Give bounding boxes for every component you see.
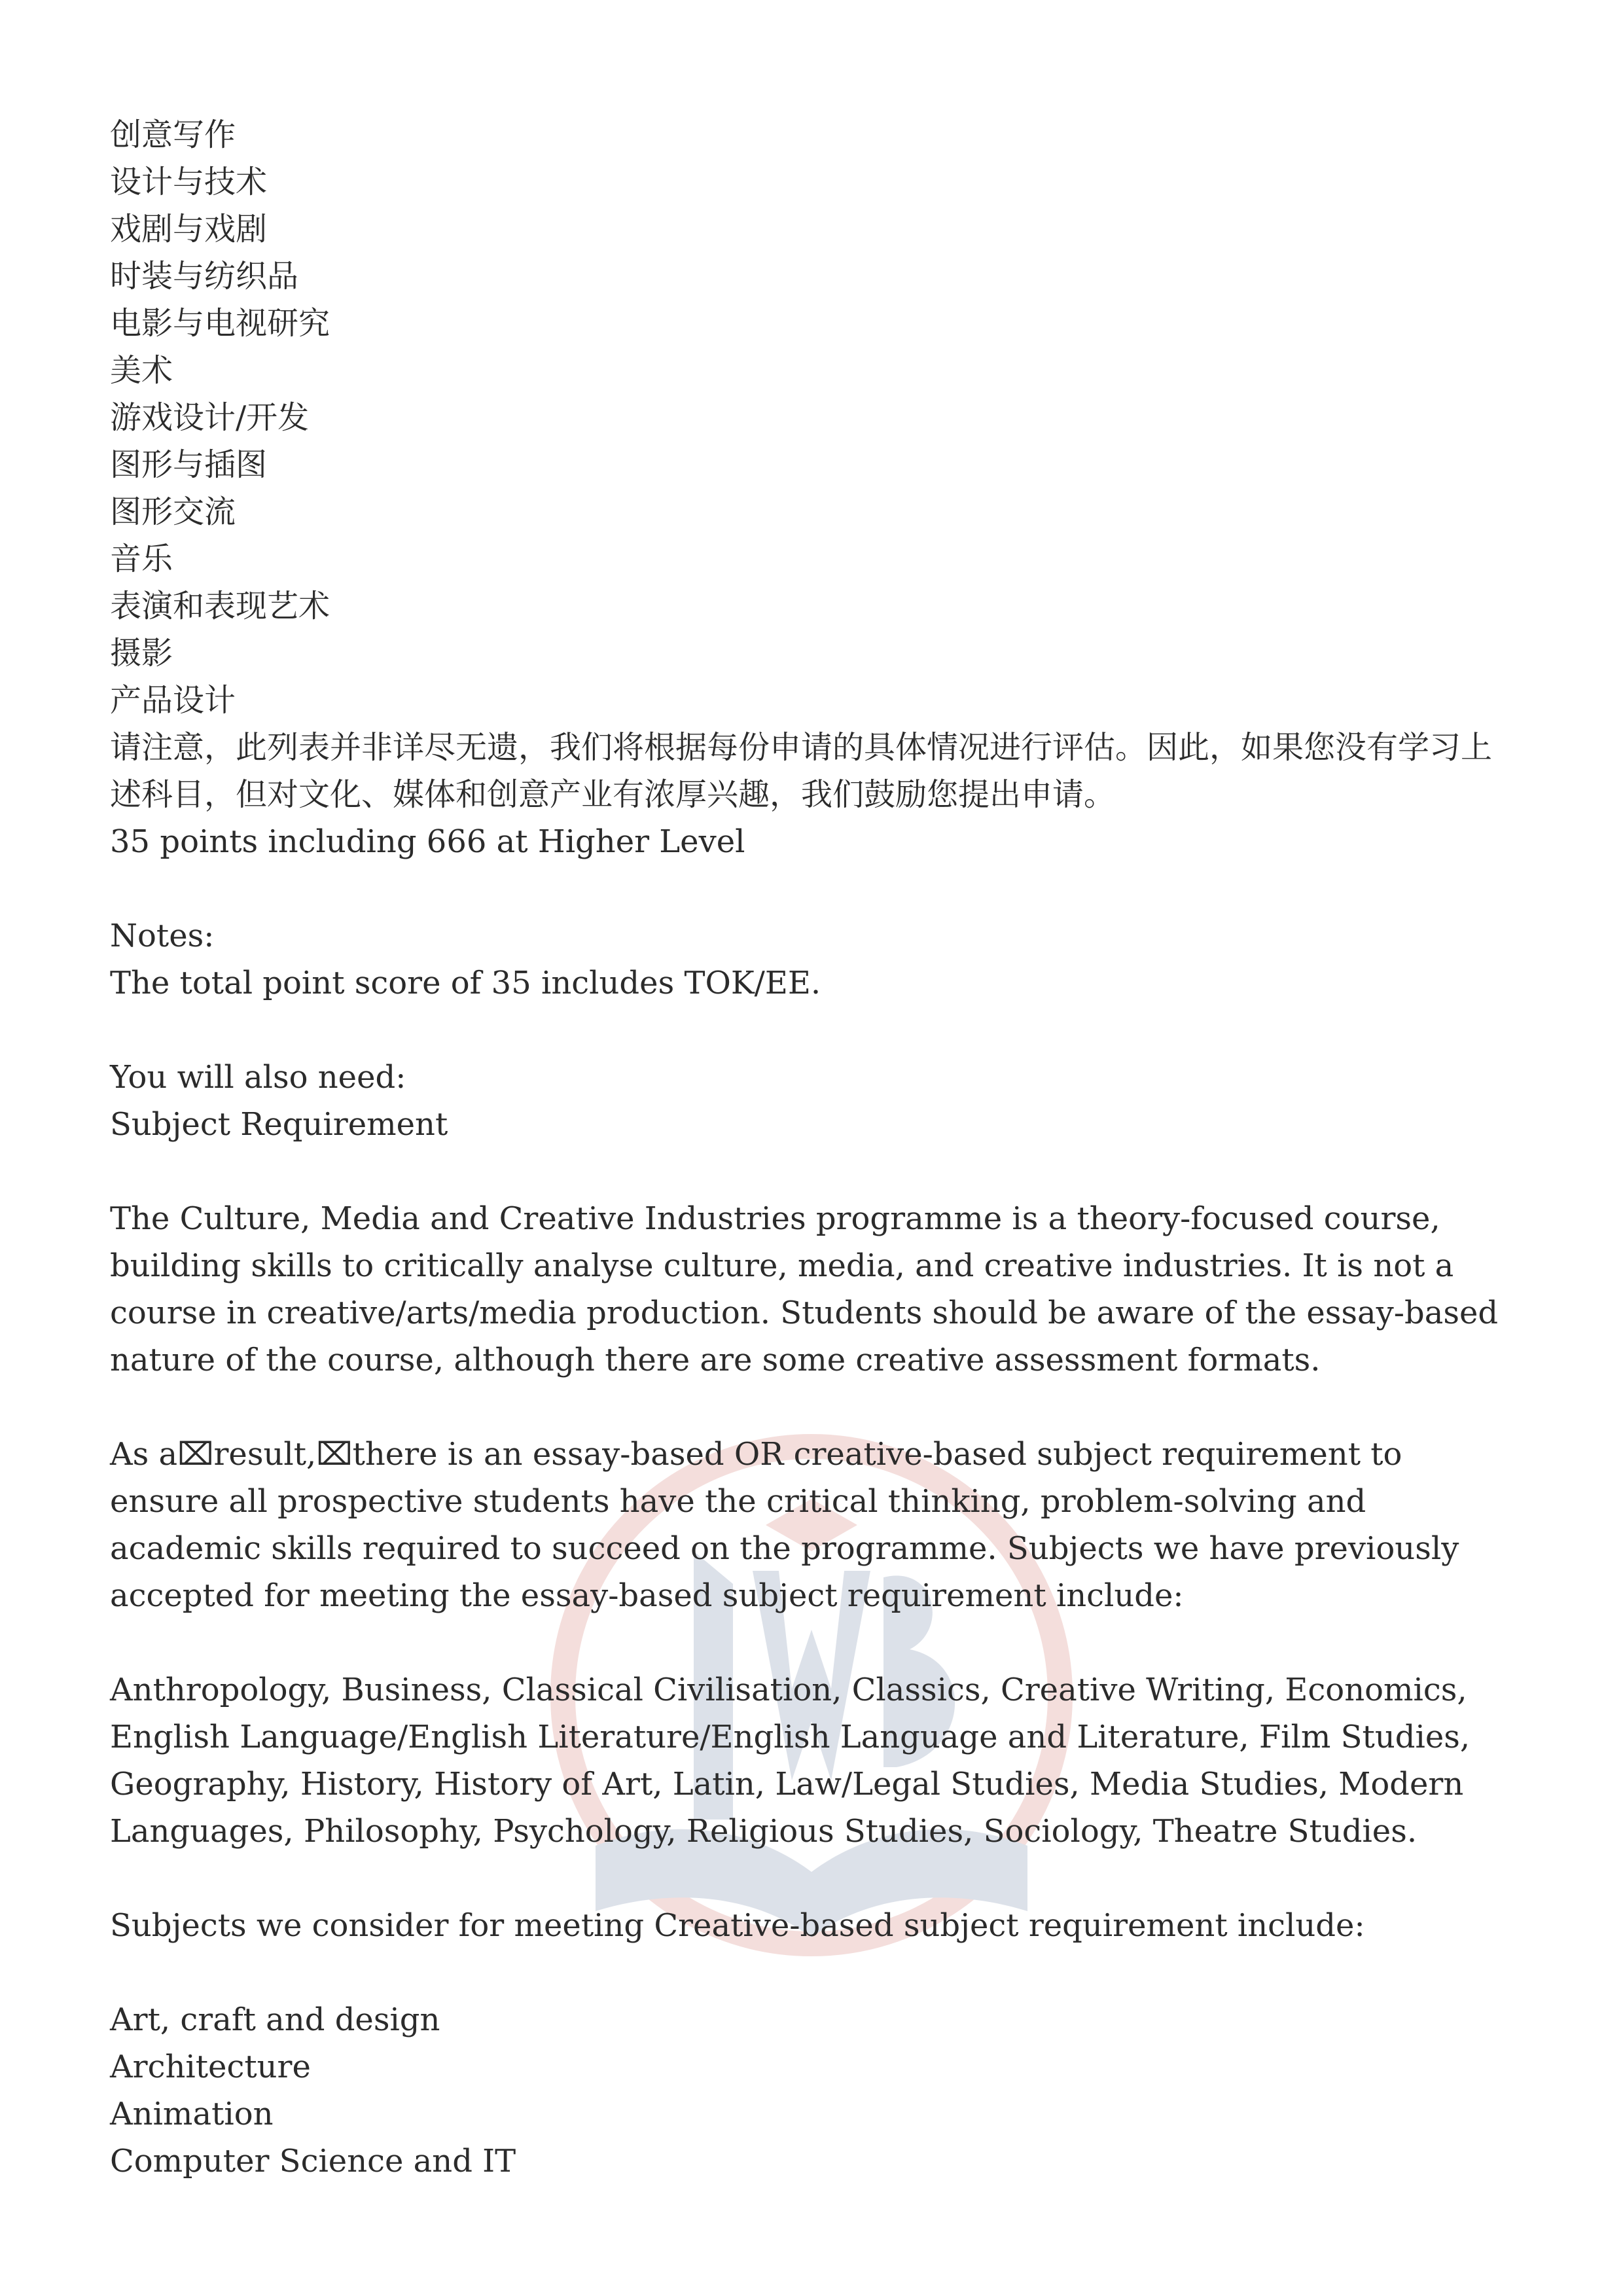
list-item: 电影与电视研究 bbox=[110, 305, 330, 342]
list-item: Animation bbox=[110, 2096, 274, 2132]
list-item: 美术 bbox=[110, 352, 173, 389]
list-item: 产品设计 bbox=[110, 682, 236, 719]
list-item: 创意写作 bbox=[110, 117, 236, 153]
list-item: 摄影 bbox=[110, 635, 173, 672]
creative-subject-list bbox=[110, 1996, 1517, 2185]
list-item: 图形交流 bbox=[110, 493, 236, 530]
list-item: 表演和表现艺术 bbox=[110, 588, 330, 624]
creative-intro: Subjects we consider for meeting Creative-based subject requirement include: bbox=[110, 1907, 1365, 1944]
list-item: 游戏设计/开发 bbox=[110, 399, 310, 436]
zh-note-paragraph: 请注意，此列表并非详尽无遗，我们将根据每份申请的具体情况进行评估。因此，如果您没有学习上述科目，但对文化、媒体和创意产业有浓厚兴趣，我们鼓励您提出申请。 bbox=[110, 729, 1493, 813]
list-item: 音乐 bbox=[110, 541, 173, 577]
list-item: 图形与插图 bbox=[110, 446, 268, 483]
document-page bbox=[110, 111, 1517, 2185]
list-item: 时装与纺织品 bbox=[110, 258, 299, 295]
also-need-label: You will also need: bbox=[110, 1059, 406, 1096]
essay-subjects-paragraph: Anthropology, Business, Classical Civilisation, Classics, Creative Writing, Economics, English Language/English Literature/English Language and Literature, Film Studies, Geography, History, History of Art, Latin, Law/Legal Studies, Media Studies, Modern Languages, Philosophy, Psychology, Religious Studies, Sociology, Theatre Studies. bbox=[110, 1672, 1471, 1850]
ib-points-requirement: 35 points including 666 at Higher Level bbox=[110, 823, 745, 860]
notes-heading: Notes: bbox=[110, 918, 215, 954]
list-item: Computer Science and IT bbox=[110, 2143, 516, 2179]
list-item: 戏剧与戏剧 bbox=[110, 211, 268, 247]
list-item: Architecture bbox=[110, 2049, 311, 2085]
list-item: Art, craft and design bbox=[110, 2001, 440, 2038]
zh-subject-list bbox=[110, 111, 1517, 724]
requirement-paragraph: As a⌧result,⌧there is an essay-based OR creative-based subject requirement to ensure all prospective students have the critical thinking, problem-solving and academic skills required to succeed on the programme. Subjects we have previously accepted for meeting the essay-based subject requirement include: bbox=[110, 1436, 1459, 1614]
theory-paragraph: The Culture, Media and Creative Industries programme is a theory-focused course, building skills to critically analyse culture, media, and creative industries. It is not a course in creative/arts/media production. Students should be aware of the essay-based nature of the course, although there are some creative assessment formats. bbox=[110, 1200, 1499, 1378]
subject-requirement-heading: Subject Requirement bbox=[110, 1106, 448, 1143]
list-item: 设计与技术 bbox=[110, 164, 268, 200]
notes-text: The total point score of 35 includes TOK/EE. bbox=[110, 965, 821, 1001]
